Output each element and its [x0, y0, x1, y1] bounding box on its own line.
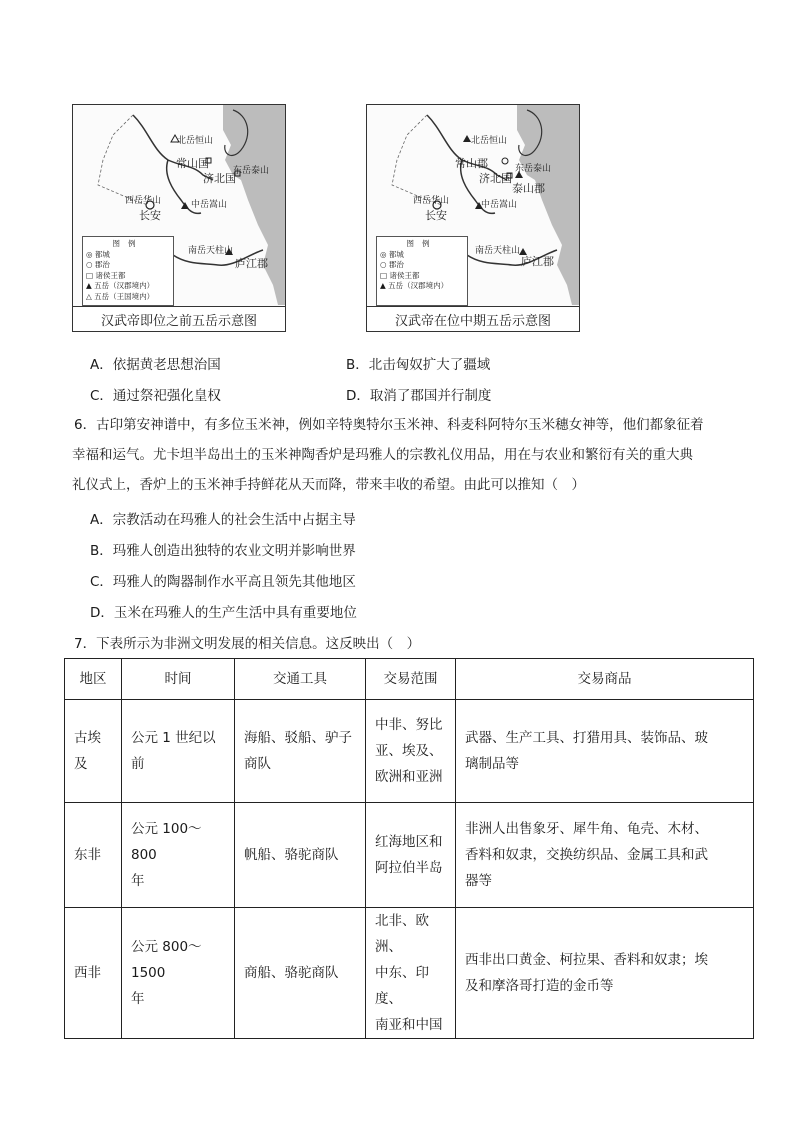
legend-item: □ 诸侯王都	[380, 270, 420, 280]
label-capital: 长安	[425, 209, 447, 222]
cell-time: 公元 100～800 年	[122, 803, 235, 908]
cell-transport: 商船、骆驼商队	[235, 908, 366, 1039]
cell-range: 中非、努比 亚、埃及、 欧洲和亚洲	[366, 700, 456, 803]
legend-item: ○ 郡治	[380, 260, 404, 269]
map-legend	[82, 236, 174, 306]
cell-goods: 武器、生产工具、打猎用具、装饰品、玻 璃制品等	[456, 700, 754, 803]
label-west: 西岳华山	[125, 196, 162, 206]
q6-stem-line: 幸福和运气。尤卡坦半岛出土的玉米神陶香炉是玛雅人的宗教礼仪用品，用在与农业和繁衍有关的重大典	[72, 447, 693, 463]
header-region: 地区	[65, 659, 122, 700]
cell-region: 东非	[65, 803, 122, 908]
map-caption: 汉武帝即位之前五岳示意图	[73, 306, 285, 331]
africa-trade-table	[64, 658, 754, 1039]
legend-item: △ 五岳（王国境内）	[86, 291, 155, 301]
q6-option-d[interactable]: D．玉米在玛雅人的生产生活中具有重要地位	[90, 605, 357, 621]
legend-item: ▲ 五岳（汉郡境内）	[380, 281, 449, 290]
legend-item: ▲ 五岳（汉郡境内）	[86, 281, 155, 290]
q6-stem-line: 6．古印第安神谱中，有多位玉米神，例如辛特奥特尔玉米神、科麦科阿特尔玉米穗女神等，他们都象征着	[74, 417, 704, 433]
cell-transport: 帆船、骆驼商队	[235, 803, 366, 908]
label-jibei: 济北国	[479, 172, 512, 185]
cell-range: 北非、欧洲、 中东、印度、 南亚和中国	[366, 908, 456, 1039]
q5-option-a[interactable]: A．依据黄老思想治国	[90, 357, 221, 373]
label-capital: 长安	[139, 209, 161, 222]
header-transport: 交通工具	[235, 659, 366, 700]
label-south: 南岳天柱山	[475, 246, 521, 256]
label-north: 北岳恒山	[177, 136, 214, 146]
q6-option-c[interactable]: C．玛雅人的陶器制作水平高且领先其他地区	[90, 574, 356, 590]
cell-goods: 西非出口黄金、柯拉果、香料和奴隶；埃 及和摩洛哥打造的金币等	[456, 908, 754, 1039]
map-before-reign	[72, 104, 286, 332]
legend-item: ◎ 都城	[86, 249, 110, 259]
q7-stem: 7．下表所示为非洲文明发展的相关信息。这反映出（ ）	[74, 636, 421, 652]
cell-time: 公元 1 世纪以前	[122, 700, 235, 803]
table-header-row	[65, 659, 754, 700]
cell-region: 西非	[65, 908, 122, 1039]
map-legend	[376, 236, 468, 306]
cell-time: 公元 800～1500 年	[122, 908, 235, 1039]
cell-range: 红海地区和 阿拉伯半岛	[366, 803, 456, 908]
label-taishan: 泰山郡	[512, 182, 545, 195]
label-east: 东岳泰山	[515, 164, 552, 174]
cell-region: 古埃 及	[65, 700, 122, 803]
label-changshan: 常山郡	[455, 157, 488, 170]
q5-option-b[interactable]: B．北击匈奴扩大了疆域	[346, 357, 491, 373]
legend-title: 图例	[112, 239, 144, 248]
table-row	[65, 803, 754, 908]
header-range: 交易范围	[366, 659, 456, 700]
q5-option-c[interactable]: C．通过祭祀强化皇权	[90, 388, 221, 404]
cell-transport: 海船、驳船、驴子 商队	[235, 700, 366, 803]
q6-option-a[interactable]: A．宗教活动在玛雅人的社会生活中占据主导	[90, 512, 356, 528]
label-west: 西岳华山	[413, 196, 450, 206]
table-row	[65, 908, 754, 1039]
label-center: 中岳嵩山	[481, 200, 518, 210]
q5-option-d[interactable]: D．取消了郡国并行制度	[346, 388, 492, 404]
header-goods: 交易商品	[456, 659, 754, 700]
legend-item: ◎ 都城	[380, 249, 404, 259]
map-caption: 汉武帝在位中期五岳示意图	[367, 306, 579, 331]
label-south: 南岳天柱山	[188, 246, 234, 256]
label-lujiang: 庐江郡	[235, 257, 268, 270]
label-jibei: 济北国	[203, 172, 236, 185]
q6-option-b[interactable]: B．玛雅人创造出独特的农业文明并影响世界	[90, 543, 356, 559]
cell-goods: 非洲人出售象牙、犀牛角、龟壳、木材、 香料和奴隶，交换纺织品、金属工具和武 器等	[456, 803, 754, 908]
table-row	[65, 700, 754, 803]
label-north: 北岳恒山	[471, 136, 508, 146]
header-time: 时间	[122, 659, 235, 700]
map-mid-reign	[366, 104, 580, 332]
q6-stem-line: 礼仪式上，香炉上的玉米神手持鲜花从天而降，带来丰收的希望。由此可以推知（ ）	[72, 477, 585, 493]
legend-title: 图例	[406, 239, 438, 248]
north-peak	[463, 135, 471, 142]
label-east: 东岳泰山	[233, 166, 270, 176]
legend-item: ○ 郡治	[86, 260, 110, 269]
label-lujiang: 庐江郡	[521, 255, 554, 268]
q6-stem	[74, 410, 774, 500]
legend-item: □ 诸侯王都	[86, 270, 126, 280]
center-peak	[181, 202, 189, 209]
label-center: 中岳嵩山	[191, 200, 228, 210]
changshan-marker	[502, 158, 508, 164]
label-changshan: 常山国	[176, 157, 209, 170]
